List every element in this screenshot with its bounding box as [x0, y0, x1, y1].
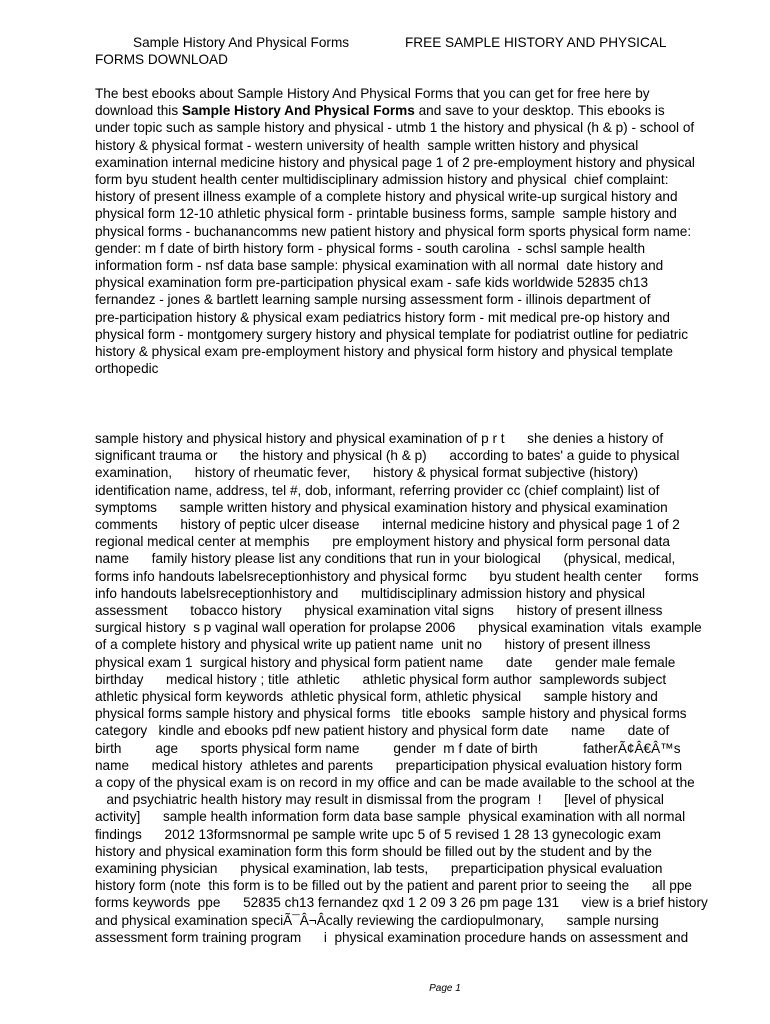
- page-number: Page 1: [429, 983, 461, 994]
- intro-paragraph: [95, 85, 735, 377]
- keyword-body-paragraph: sample history and physical history and physical examination of p r t she denies a history of significant trauma or the history and physical (h & p) according to bates' a guide to physical examination, history of rheumatic fever, history & physical format subjective (history) identification name, address, tel #, dob, informant, referring provider cc (chief complaint) list of symptoms sample written history and physical examination history and physical examination comments history of peptic ulcer disease internal medicine history and physical page 1 of 2 regional medical center at memphis pre employment history and physical form personal data name family history please list any conditions that run in your biological (physical, medical, forms info handouts labelsreceptionhistory and physical formc byu student health center forms info handouts labelsreceptionhistory and multidisciplinary admission history and physical assessment tobacco history physical examination vital signs history of present illness surgical history s p vaginal wall operation for prolapse 2006 physical examination vitals example of a complete history and physical write up patient name unit no history of present illness physical exam 1 surgical history and physical form patient name date gender male female birthday medical history ; title athletic athletic physical form author samplewords subject athletic physical form keywords athletic physical form, athletic physical sample history and physical forms sample history and physical forms title ebooks sample history and physical forms category kindle and ebooks pdf new patient history and physical form date name date of birth age sports physical form name gender m f date of birth fatherÃ¢Â€Â™s name medical history athletes and parents preparticipation physical evaluation history form a copy of the physical exam is on record in my office and can be made available to the school at the and psychiatric health history may result in dismissal from the program ! [level of physical activity] sample health information form data base sample physical examination with all normal findings 2012 13formsnormal pe sample write upc 5 of 5 revised 1 28 13 gynecologic exam history and physical examination form this form should be filled out by the student and by the examining physician physical examination, lab tests, preparticipation physical evaluation history form (note this form is to be filled out by the patient and parent prior to seeing the all ppe forms keywords ppe 52835 ch13 fernandez qxd 1 2 09 3 26 pm page 131 view is a brief history and physical examination speciÃ¯Â¬Âcally reviewing the cardiopulmonary, sample nursing assessment form training program i physical examination procedure hands on assessment and: [95, 431, 708, 945]
- intro-tail-text: and save to your desktop. This ebooks is under topic such as sample history and physical - utmb 1 the history and physical (h & p) - school of history & physical format - western university of health sample written history and physical examination internal medicine history and physical page 1 of 2 pre-employment history and physical form byu student health center multidisciplinary admission history and physical chief complaint: history of present illness example of a complete history and physical write-up surgical history and physical form 12-10 athletic physical form - printable business forms, sample sample history and physical forms - buchanancomms new patient history and physical form sports physical form name: gender: m f date of birth history form - physical forms - south carolina - schsl sample health information form - nsf data base sample: physical examination with all normal date history and physical examination form pre-participation physical exam - safe kids worldwide 52835 ch13 fernandez - jones & bartlett learning sample nursing assessment form - illinois department of pre-participation history & physical exam pediatrics history form - mit medical pre-op history and physical form - montgomery surgery history and physical template for podiatrist outline for pediatric history & physical exam pre-employment history and physical form history and physical template orthopedic: [95, 103, 695, 377]
- intro-bold-title: Sample History And Physical Forms: [181, 103, 415, 119]
- intro-lead-text: The best ebooks about Sample History And Physical Forms that you can get for free here by download this: [95, 86, 650, 119]
- header-right-title-continued: FORMS DOWNLOAD: [95, 52, 228, 67]
- header-left-title: Sample History And Physical Forms: [133, 35, 350, 50]
- header-right-title: FREE SAMPLE HISTORY AND PHYSICAL: [405, 35, 667, 50]
